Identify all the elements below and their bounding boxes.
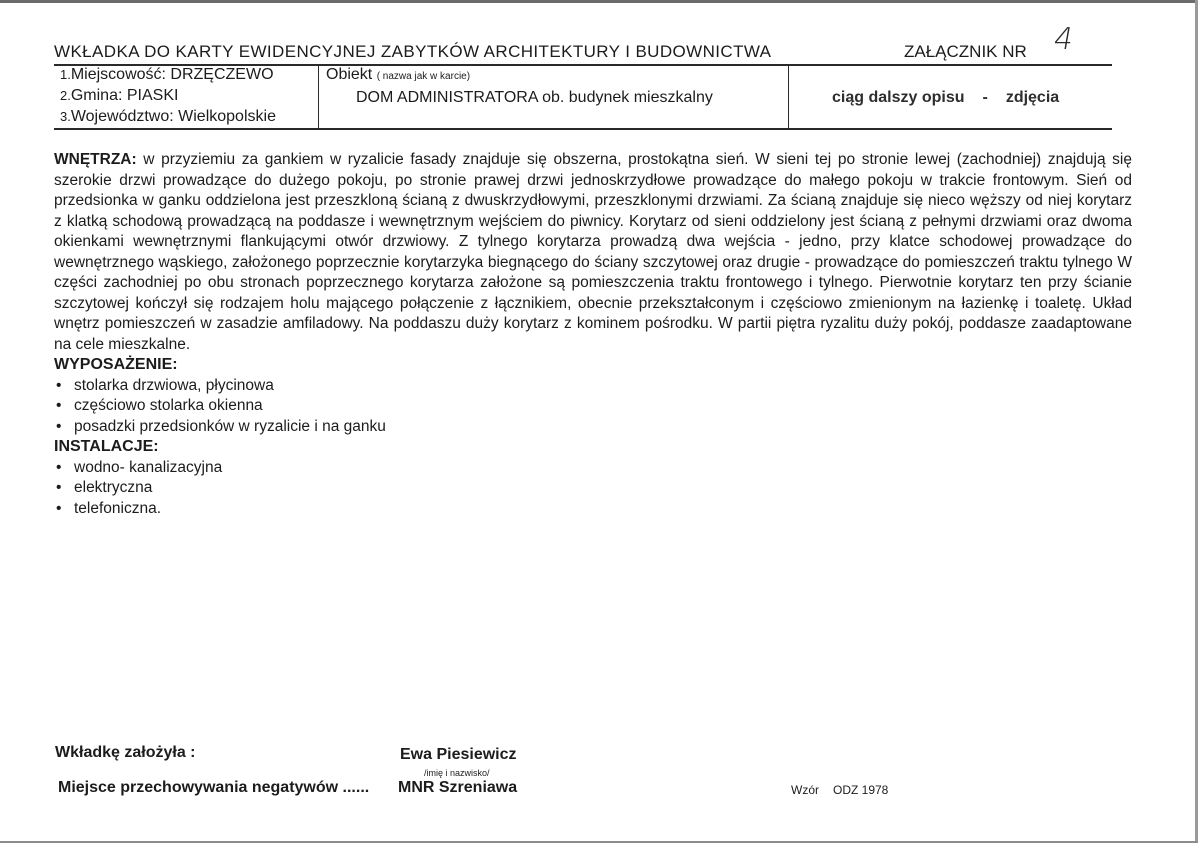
installation-item: • elektryczna bbox=[54, 478, 1132, 499]
page-top-edge bbox=[0, 0, 1198, 3]
installation-item: • wodno- kanalizacyjna bbox=[54, 458, 1132, 479]
continuation-photos: zdjęcia bbox=[1005, 89, 1060, 106]
continuation-dash: - bbox=[982, 89, 988, 106]
voivodeship-field bbox=[60, 108, 276, 126]
storage-value: MNR Szreniawa bbox=[398, 779, 518, 796]
table-bottom-rule bbox=[54, 128, 1112, 130]
interiors-paragraph bbox=[54, 150, 1132, 355]
storage-label: Miejsce przechowywania negatywów ...... bbox=[58, 779, 370, 796]
description-body bbox=[54, 150, 1132, 519]
locality-value: Miejscowość: DRZĘCZEWO bbox=[70, 66, 274, 83]
annex-number: 4 bbox=[1050, 22, 1077, 57]
commune-value: Gmina: PIASKI bbox=[70, 87, 179, 104]
installations-heading: INSTALACJE: bbox=[54, 438, 159, 455]
table-divider-2 bbox=[788, 66, 789, 128]
locality-number: 1. bbox=[60, 67, 71, 82]
equipment-item: • stolarka drzwiowa, płycinowa bbox=[54, 376, 1132, 397]
table-divider-1 bbox=[318, 66, 319, 128]
interiors-text: w przyziemiu za gankiem w ryzalicie fasady znajduje się obszerna, prostokątna sień. W sieni tej po stronie lewej (zachodniej) znajdują się szerokie drzwi prowadzące do dużego pokoju, po stronie prawej drzwi jednoskrzydłowe prowadzące do małego pokoju w trakcie frontowym. Sień od przedsionka w ganku oddzielona jest przeszkloną ścianą z dwuskrzydłowymi, przeszklonymi drzwiami. Za ścianą znajduje się nieco węższy od niej korytarz z klatką schodową prowadzącą na poddasze i wewnętrznym wejściem do piwnicy. Korytarz od sieni oddzielony jest ścianą z pełnymi drzwiami oraz dwoma okienkami wewnętrznymi flankującymi otwór drzwiowy. Z tylnego korytarza prowadzą dwa wejścia - jedno, przy klatce schodowej prowadzące do wewnętrznego wąskiego, założonego poprzecznie korytarzyka biegnącego do ściany szczytowej oraz drugie - prowadzące do pomieszczeń traktu tylnego W części zachodniej po obu stronach poprzecznego korytarza założone są pomieszczenia traktu frontowego i tylnego. Pierwotnie korytarz ten przy ścianie szczytowej kończył się rodzajem holu mającego połączenie z łącznikiem, obecnie przekształconym i częściowo zmienionym na łazienkę i toaletę. Układ wnętrz pomieszczeń w zasadzie amfiladowy. Na poddaszu duży korytarz z kominem pośrodku. W partii piętra ryzalitu duży pokój, poddasze zaadaptowane na cele mieszkalne. bbox=[54, 151, 1132, 353]
form-pattern bbox=[791, 783, 888, 797]
equipment-list bbox=[54, 376, 1132, 438]
installations-list bbox=[54, 458, 1132, 520]
object-note: ( nazwa jak w karcie) bbox=[376, 71, 471, 82]
continuation-description: ciąg dalszy opisu bbox=[832, 89, 965, 106]
object-label: Obiekt bbox=[326, 66, 373, 83]
locality-field bbox=[60, 66, 274, 84]
equipment-item: • częściowo stolarka okienna bbox=[54, 396, 1132, 417]
equipment-item: • posadzki przedsionków w ryzalicie i na ganku bbox=[54, 417, 1132, 438]
object-field-label bbox=[326, 66, 470, 84]
pattern-label: Wzór bbox=[791, 783, 819, 797]
voivodeship-value: Województwo: Wielkopolskie bbox=[70, 108, 276, 125]
form-header bbox=[54, 22, 1114, 66]
pattern-value: ODZ 1978 bbox=[833, 783, 889, 797]
voivodeship-number: 3. bbox=[60, 109, 71, 124]
commune-number: 2. bbox=[60, 88, 71, 103]
form-title: WKŁADKA DO KARTY EWIDENCYJNEJ ZABYTKÓW ARCHITEKTURY I BUDOWNICTWA bbox=[54, 42, 772, 61]
continuation-field bbox=[832, 89, 1059, 107]
annex-label: ZAŁĄCZNIK NR bbox=[904, 42, 1027, 61]
author-name: Ewa Piesiewicz bbox=[400, 746, 517, 763]
author-note: /imię i nazwisko/ bbox=[424, 768, 490, 778]
commune-field bbox=[60, 87, 178, 105]
equipment-heading: WYPOSAŻENIE: bbox=[54, 356, 178, 373]
interiors-label: WNĘTRZA: bbox=[54, 151, 137, 168]
object-name: DOM ADMINISTRATORA ob. budynek mieszkalny bbox=[356, 89, 713, 106]
installation-item: • telefoniczna. bbox=[54, 499, 1132, 520]
author-label: Wkładkę założyła : bbox=[55, 744, 196, 761]
